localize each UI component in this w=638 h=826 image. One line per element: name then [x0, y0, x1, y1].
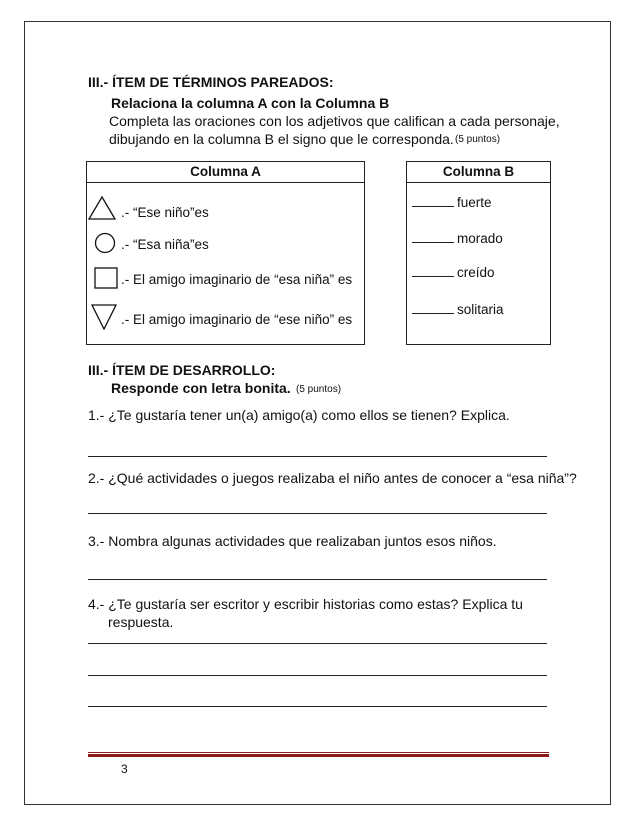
- column-b-word: morado: [457, 231, 503, 246]
- column-a-item-4: .- El amigo imaginario de “ese niño” es: [121, 312, 353, 327]
- column-a-item-2: .- “Esa niña”es: [121, 237, 209, 252]
- section-title-development: III.- ÍTEM DE DESARROLLO:: [88, 362, 276, 378]
- column-b-word: fuerte: [457, 195, 492, 210]
- column-b-item-3: [412, 264, 495, 281]
- column-b-header: Columna B: [407, 162, 550, 183]
- answer-line-q1[interactable]: [88, 456, 547, 457]
- question-3: 3.- Nombra algunas actividades que realizaban juntos esos niños.: [88, 533, 497, 549]
- section-title-paired-terms: III.- ÍTEM DE TÉRMINOS PAREADOS:: [88, 74, 334, 90]
- section-subtitle-development: Responde con letra bonita.: [111, 380, 291, 396]
- answer-line-q2[interactable]: [88, 513, 547, 514]
- column-b-word: creído: [457, 265, 495, 280]
- question-4-continuation: respuesta.: [108, 614, 174, 630]
- column-a-item-1: .- “Ese niño”es: [121, 205, 209, 220]
- circle-icon: [94, 232, 116, 254]
- question-1: 1.- ¿Te gustaría tener un(a) amigo(a) como ellos se tienen? Explica.: [88, 407, 510, 423]
- question-2: 2.- ¿Qué actividades o juegos realizaba el niño antes de conocer a “esa niña”?: [88, 470, 577, 486]
- blank-answer-line[interactable]: [412, 302, 454, 314]
- answer-line-q3[interactable]: [88, 579, 547, 580]
- triangle-up-icon: [88, 196, 116, 220]
- column-b-item-2: [412, 230, 503, 247]
- points-label-section-2: (5 puntos): [296, 384, 342, 395]
- instructions-line-1: Completa las oraciones con los adjetivos que califican a cada personaje,: [109, 113, 560, 129]
- answer-line-q4-1[interactable]: [88, 643, 547, 644]
- question-4: 4.- ¿Te gustaría ser escritor y escribir historias como estas? Explica tu: [88, 596, 523, 612]
- square-icon: [94, 267, 118, 289]
- footer-rule-line: [88, 754, 549, 757]
- instructions-line-2: dibujando en la columna B el signo que le corresponda.: [109, 131, 454, 147]
- page-number: 3: [121, 762, 128, 776]
- blank-answer-line[interactable]: [412, 231, 454, 243]
- points-label-section-1: (5 puntos): [455, 134, 501, 145]
- section-subtitle-paired-terms: Relaciona la columna A con la Columna B: [111, 95, 390, 111]
- blank-answer-line[interactable]: [412, 195, 454, 207]
- column-b-word: solitaria: [457, 302, 504, 317]
- column-b-item-4: [412, 301, 504, 318]
- column-a-header: Columna A: [87, 162, 364, 183]
- answer-line-q4-3[interactable]: [88, 706, 547, 707]
- blank-answer-line[interactable]: [412, 265, 454, 277]
- column-b-item-1: [412, 194, 492, 211]
- triangle-down-icon: [91, 304, 117, 330]
- answer-line-q4-2[interactable]: [88, 675, 547, 676]
- column-a-item-3: .- El amigo imaginario de “esa niña” es: [121, 272, 353, 287]
